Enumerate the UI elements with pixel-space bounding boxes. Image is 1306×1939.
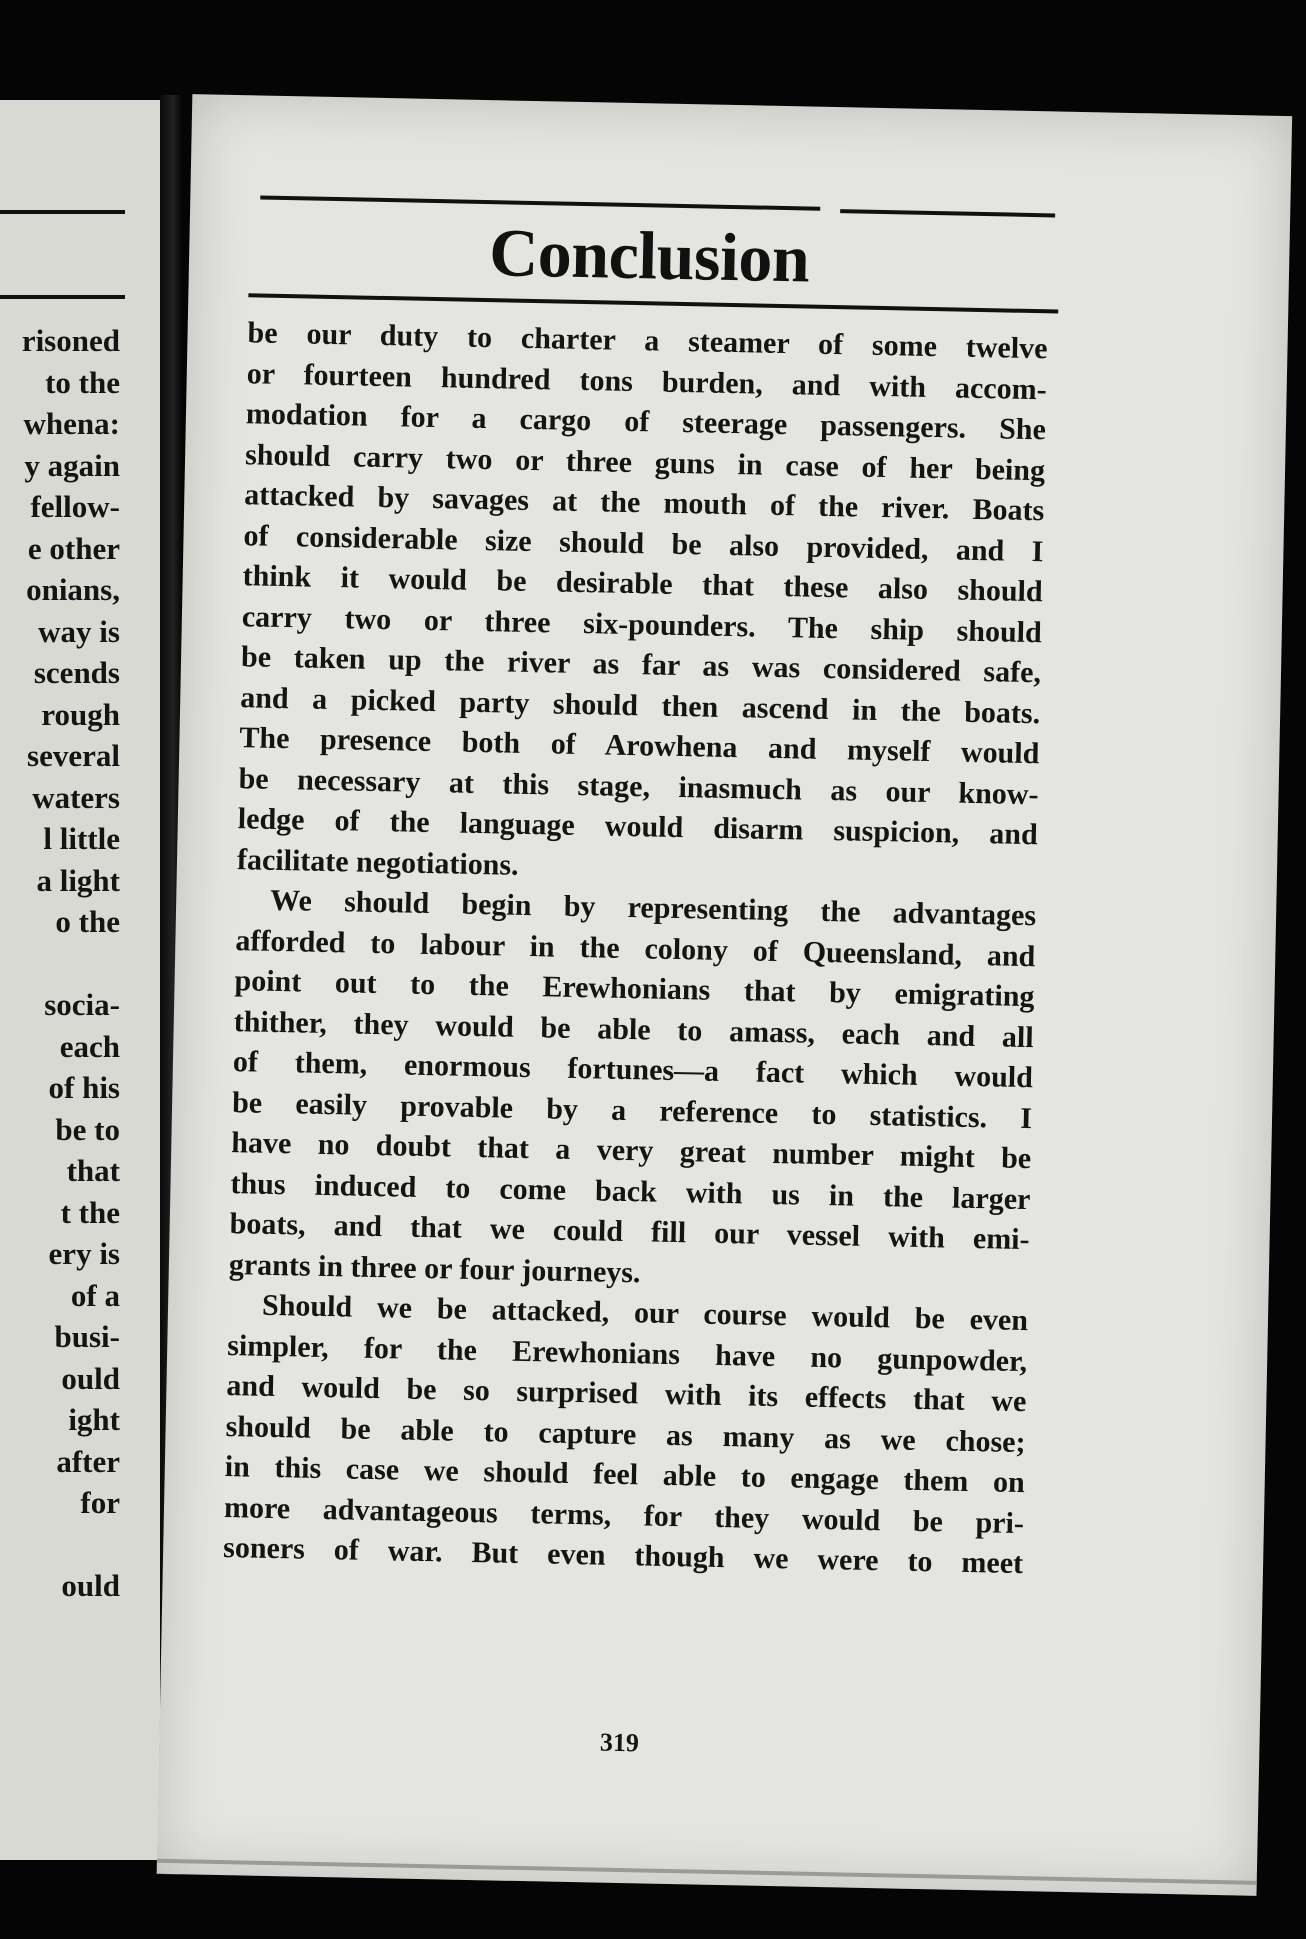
text-line: and a picked party should then ascend in the boats. bbox=[239, 680, 1041, 730]
text-line: should be able to capture as many as we chose; bbox=[225, 1409, 1026, 1459]
text-line: of them, enormous fortunes—a fact which would bbox=[232, 1045, 1034, 1095]
previous-page-line: ight bbox=[68, 1402, 120, 1437]
previous-page-line: y again bbox=[24, 447, 120, 483]
previous-page-line: e other bbox=[27, 530, 120, 566]
previous-page-line: onians, bbox=[26, 572, 120, 607]
text-line: be our duty to charter a steamer of some twelve bbox=[247, 316, 1048, 366]
text-line: We should begin by representing the advantages bbox=[269, 883, 1037, 933]
text-line: ledge of the language would disarm suspicion, and bbox=[237, 802, 1039, 852]
previous-page-line: to the bbox=[45, 364, 120, 400]
page-number: 319 bbox=[599, 1727, 640, 1758]
text-line: or fourteen hundred tons burden, and with accom- bbox=[246, 356, 1047, 406]
text-line: simpler, for the Erewhonians have no gunpowder, bbox=[226, 1328, 1028, 1378]
previous-page-line: each bbox=[59, 1028, 120, 1064]
previous-page-line bbox=[0, 943, 120, 985]
previous-page-line: whena: bbox=[23, 406, 120, 441]
previous-page-rule-bottom bbox=[0, 295, 125, 299]
text-line: boats, and that we could fill our vessel with emi- bbox=[229, 1207, 1030, 1257]
previous-page-line: risoned bbox=[21, 323, 120, 358]
previous-page-line: of his bbox=[48, 1070, 120, 1105]
text-line: think it would be desirable that these also should bbox=[242, 559, 1043, 609]
text-line: Should we be attacked, our course would be even bbox=[261, 1288, 1029, 1338]
previous-page-line: rough bbox=[41, 696, 120, 732]
previous-page-line: scends bbox=[33, 655, 120, 690]
previous-page-line: t the bbox=[60, 1194, 120, 1230]
text-line: afforded to labour in the colony of Queensland, and bbox=[235, 923, 1036, 973]
previous-page-line: fellow- bbox=[30, 489, 120, 524]
previous-page-line bbox=[0, 1524, 120, 1566]
previous-page-line: waters bbox=[32, 779, 120, 815]
previous-page-line: o the bbox=[55, 904, 120, 939]
page-body-text bbox=[223, 313, 1048, 1584]
text-line: point out to the Erewhonians that by emigrating bbox=[234, 964, 1035, 1014]
text-line: soners of war. But even though we were to meet bbox=[222, 1531, 1024, 1581]
previous-page-text bbox=[0, 320, 120, 1607]
previous-page-line: that bbox=[66, 1153, 120, 1188]
text-line: more advantageous terms, for they would be pri- bbox=[223, 1490, 1025, 1540]
text-line: be taken up the river as far as was considered safe, bbox=[240, 640, 1042, 690]
previous-page-line: a light bbox=[36, 862, 120, 898]
previous-page-line: socia- bbox=[44, 987, 120, 1022]
text-line: have no doubt that a very great number might be bbox=[231, 1126, 1032, 1176]
text-line: grants in three or four journeys. bbox=[228, 1247, 641, 1289]
text-line: thither, they would be able to amass, each and all bbox=[233, 1004, 1034, 1054]
text-line: and would be so surprised with its effects that we bbox=[226, 1369, 1027, 1419]
text-line: The presence both of Arowhena and myself would bbox=[239, 721, 1040, 771]
previous-page-line: ery is bbox=[48, 1236, 120, 1271]
text-line: be easily provable by a reference to statistics. I bbox=[231, 1085, 1033, 1135]
text-line: facilitate negotiations. bbox=[236, 842, 519, 882]
previous-page-rule-top bbox=[0, 210, 125, 214]
book-page bbox=[157, 94, 1293, 1896]
text-line: of considerable size should be also provided, and I bbox=[243, 518, 1044, 568]
text-line: modation for a cargo of steerage passengers. She bbox=[245, 397, 1047, 447]
text-line: be necessary at this stage, inasmuch as our know- bbox=[238, 761, 1039, 811]
page-bottom-edge bbox=[157, 1859, 1257, 1885]
previous-page-line: several bbox=[27, 738, 120, 773]
text-line: in this case we should feel able to engage them on bbox=[224, 1450, 1026, 1500]
previous-page-fragment bbox=[0, 100, 160, 1860]
previous-page-line: l little bbox=[43, 821, 120, 856]
previous-page-line: busi- bbox=[54, 1319, 120, 1354]
previous-page-line: be to bbox=[55, 1111, 120, 1147]
previous-page-line: after bbox=[56, 1443, 120, 1479]
header-rule-top-right bbox=[840, 209, 1055, 217]
previous-page-line: ould bbox=[61, 1568, 120, 1603]
text-line: should carry two or three guns in case of her being bbox=[244, 437, 1046, 487]
page-header bbox=[250, 195, 1050, 297]
text-line: thus induced to come back with us in the larger bbox=[230, 1166, 1031, 1216]
previous-page-line: ould bbox=[61, 1360, 120, 1396]
previous-page-line: way is bbox=[38, 613, 120, 649]
text-line: carry two or three six-pounders. The ship should bbox=[241, 599, 1043, 649]
previous-page-line: of a bbox=[70, 1277, 120, 1313]
text-line: attacked by savages at the mouth of the river. Boats bbox=[244, 478, 1045, 528]
previous-page-line: for bbox=[80, 1485, 120, 1520]
running-head: Conclusion bbox=[488, 214, 810, 297]
